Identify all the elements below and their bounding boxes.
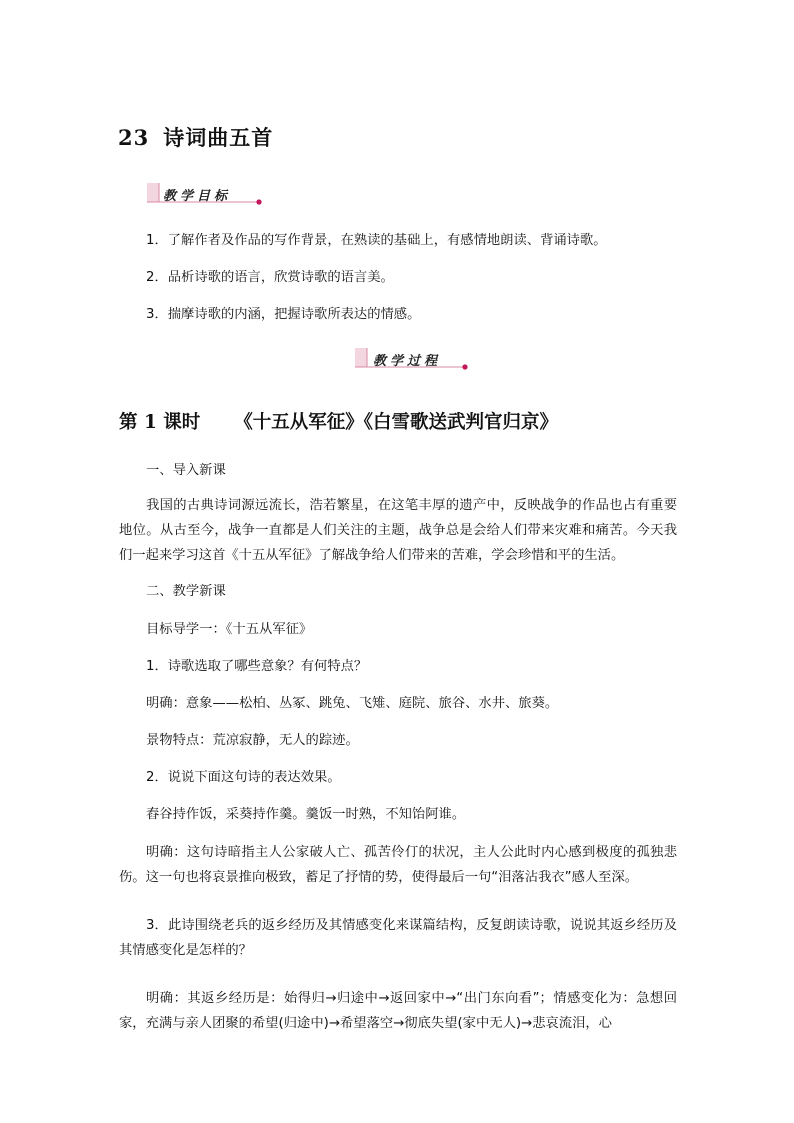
section-heading: 二、教学新课 bbox=[146, 584, 226, 599]
question-paragraph: 3．此诗围绕老兵的返乡经历及其情感变化来谋篇结构，反复朗读诗歌，说说其返乡经历及其情感变化是怎样的？ bbox=[119, 918, 677, 958]
objective-item: 1．了解作者及作品的写作背景，在熟读的基础上，有感情地朗读、背诵诗歌。 bbox=[146, 233, 607, 248]
period-heading bbox=[119, 408, 558, 434]
question: 1．诗歌选取了哪些意象？有何特点？ bbox=[146, 659, 368, 674]
goal-heading: 目标导学一：《十五从军征》 bbox=[146, 622, 313, 637]
answer-paragraph: 明确：这句诗暗指主人公家破人亡、孤苦伶仃的状况，主人公此时内心感到极度的孤独悲伤。这一句也将哀景推向极致，蓄足了抒情的势，使得最后一句“泪落沾我衣”感人至深。 bbox=[119, 845, 677, 885]
question: 2．说说下面这句诗的表达效果。 bbox=[146, 770, 341, 785]
section-heading: 一、导入新课 bbox=[146, 463, 226, 478]
poem-verse: 舂谷持作饭，采葵持作羹。羹饭一时熟，不知饴阿谁。 bbox=[146, 807, 466, 822]
answer-paragraph: 明确：其返乡经历是：始得归→归途中→返回家中→“出门东向看”；情感变化为：急想回家，充满与亲人团聚的希望(归途中)→希望落空→彻底失望(家中无人)→悲哀流泪，心 bbox=[119, 991, 677, 1031]
lesson-name: 诗词曲五首 bbox=[163, 125, 274, 150]
process-banner-label: 教学过程 bbox=[373, 354, 442, 369]
intro-paragraph: 我国的古典诗词源远流长，浩若繁星，在这笔丰厚的遗产中，反映战争的作品也占有重要地位。从古至今，战争一直都是人们关注的主题，战争总是会给人们带来灾难和痛苦。今天我们一起来学习这首《十五从军征》了解战争给人们带来的苦难，学会珍惜和平的生活。 bbox=[119, 498, 677, 563]
period-label: 第 1 课时 bbox=[119, 412, 201, 433]
process-banner bbox=[353, 345, 471, 375]
objective-item: 3．揣摩诗歌的内涵，把握诗歌所表达的情感。 bbox=[146, 307, 421, 322]
objectives-banner bbox=[145, 180, 265, 210]
lesson-number: 23 bbox=[118, 125, 150, 150]
answer: 景物特点：荒凉寂静，无人的踪迹。 bbox=[146, 733, 359, 748]
answer: 明确：意象——松柏、丛冢、跳兔、飞雉、庭院、旅谷、水井、旅葵。 bbox=[146, 696, 559, 711]
objective-item: 2．品析诗歌的语言，欣赏诗歌的语言美。 bbox=[146, 270, 394, 285]
objectives-banner-label: 教学目标 bbox=[163, 189, 232, 204]
period-titles: 《十五从军征》《白雪歌送武判官归京》 bbox=[234, 412, 559, 433]
lesson-title bbox=[118, 122, 273, 152]
